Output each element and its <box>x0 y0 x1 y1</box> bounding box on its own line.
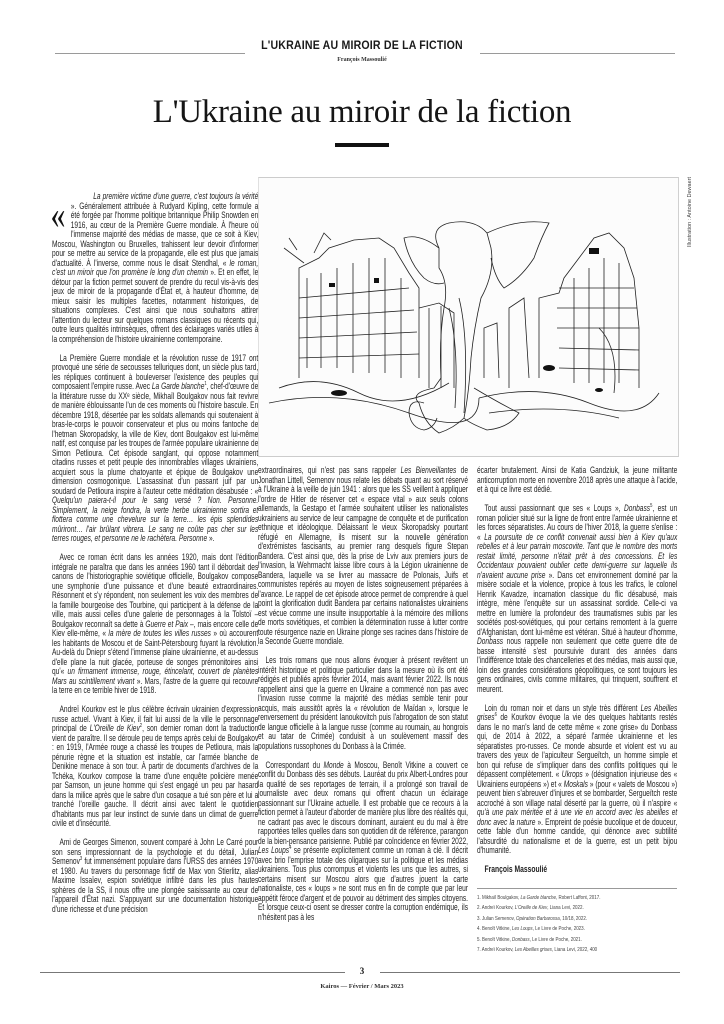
paragraph <box>477 704 677 856</box>
text-segment: 2. Andreï Kourkov, <box>477 905 515 912</box>
header-rule-right <box>480 53 675 54</box>
text-segment: écarter brutalement. Ainsi de Katia Gandziuk, la jeune militante anticorruption morte en novembre 2018 après une attaque à l'acide, et à qui ce livre est dédié. <box>477 465 678 494</box>
text-segment: ». Et en effet, le détour par la fiction permet souvent de prendre du recul vis-à-vis des jeux de miroir de la propagande d'État et, à hauteur d'homme, de mieux saisir les multiples facettes, notamment historiques, de situations complexes. C'est ainsi que nous souhaitons attirer l'attention du lecteur sur quelques romans classiques ou récents qui, outre leurs qualités intrinsèques, offrent des éclairages variés utiles à la compréhension de l'histoire ukrainienne contemporaine. <box>52 267 259 344</box>
running-title: L'UKRAINE AU MIROIR DE LA FICTION <box>261 40 463 52</box>
footnote <box>477 903 601 913</box>
text-segment: , Le Livre de Poche, 2023. <box>532 926 585 933</box>
text-segment: , Le Livre de Poche, 2021. <box>529 936 582 943</box>
footnote <box>477 893 601 903</box>
text-segment: Les trois romans que nous allons évoquer à présent revêtent un intérêt historique et politique particulier dans la mesure où ils ont été rédigés et publiés après février 2014, mais avant février 2022. Ils nous rappellent ainsi que la guerre en Ukraine a commencé non pas avec l'invasion russe comme la majorité des médias semble tenir pour acquis, mais aussitôt après la « révolution de Maïdan », lorsque le renversement du président Ianoukovitch puis l'abrogation de son statut de langue officielle à la langue russe (comme au roumain, au hongrois et au tatar de Crimée) conduisit à un soulèvement massif des populations russophones du Donbass à la Crimée. <box>258 655 468 751</box>
italic-text: Ukrops <box>561 769 583 779</box>
italic-text: Donbass <box>624 503 651 513</box>
text-segment: , est un roman policier situé sur la ligne de front entre l'armée ukrainienne et les forces séparatistes. Au cours de l'hiver 2018, la guerre s'enlise : « <box>477 503 678 542</box>
text-segment: , Liana Levi, 2022, 400 <box>551 947 598 954</box>
italic-text: Monde <box>323 759 344 770</box>
italic-text: Opération Barbarossa <box>515 915 560 922</box>
publication-info: Kairos — Février / Mars 2023 <box>320 983 404 990</box>
text-segment: , chef-d'œuvre de la littérature russe du XXᵉ siècle, Mikhaïl Boulgakov nous fait revivre de manière éblouissante l'un de ces moments où l'histoire bascule. En décembre 1918, désertée par les soldats allemands qui soutenaient à bras-le-corps le pouvoir conservateur et plus ou moins fantoche de l'hetman Skoropadsky, la ville de Kiev, dont Boulgakov est lui-même natif, est conquise par les troupes de l'armée populaire ukrainienne de Simon Petlioura. Cet épisode sanglant, qui oppose notamment citadins russes et petit peuple des innombrables villages ukrainiens, acquiert sous la plume chatoyante et épique de Boulgakov une dimension cosmogonique. L'assassinat d'un passant juif par un soudard de Petlioura inspire à l'auteur cette méditation désabusée : « <box>52 381 259 496</box>
paragraph <box>258 466 468 647</box>
paragraph <box>258 761 468 923</box>
italic-text: qu'à une paix méritée et à une vie en accord avec les abeilles et donc avec la nature <box>477 807 678 827</box>
text-segment: de Kourkov évoque la vie des quelques habitants restés dans le no man's land de cette même « zone grise» du Donbass qui, de 2014 à 2022, a séparé l'armée ukrainienne et les séparatistes pro-russes. Ce monde absurde et violent est vu au travers des yeux de l'apiculteur Sergueïtch, un homme simple et bon qui refuse de s'impliquer dans des conflits politiques qui le dépassent complètement. « <box>477 712 678 779</box>
italic-text: Guerre et Paix <box>145 618 189 629</box>
paragraph <box>52 192 258 344</box>
header-rule-left <box>55 53 245 54</box>
page-number: 3 <box>359 966 365 976</box>
italic-text: le roman, c'est un miroir que l'on promène le long d'un chemin <box>52 257 259 277</box>
italic-text: Les Bienveillantes <box>400 465 457 475</box>
text-segment: » où accourent les habitants de Moscou et de Saint-Pétersbourg fuyant la révolution. Au-delà du Dniepr s'étend l'immense plaine ukrainienne, et au-dessus d'elle plane la nuit glacée, porteuse de songes prémonitoires ainsi qu'« <box>52 628 259 676</box>
text-segment: » (pour « valets de Moscou ») peuvent bien s'abreuver d'injures et se bombarder, Sergueïtch reste accroché à son village natal déserté par la guerre, où il n'aspire « <box>477 778 678 808</box>
italic-text: Quelqu'un paiera-t-il pour le sang versé ? Non. Personne. Simplement, la neige fondra, la verte herbe ukrainienne sortira et flottera comme une chevelure sur la terre… les épis splendides mûriront… l'air brûlant vibrera. Le sang ne coûte pas cher sur les terres rouges, et personne ne le rachètera. Personne <box>52 495 259 543</box>
footnote-ref: 4 <box>289 845 292 851</box>
italic-text: L'Oreille de Kiev <box>514 905 548 912</box>
italic-text: Les Loups <box>512 926 533 933</box>
text-segment: fut immensément populaire dans l'URSS des années 1970 et 1980. Au travers du personnage fictif de Max von Stierlitz, alias Maxime Issaïev, espion soviétique infiltré dans les plus hautes sphères de la SS, il nous offre une plongée saisissante au cœur de l'appareil d'État nazi. S'appuyant sur une documentation historique d'une richesse et d'une précision <box>52 856 259 914</box>
article-column-right <box>477 466 677 884</box>
opening-quote-mark: « <box>50 192 66 237</box>
text-segment: Tout aussi passionnant que ses « Loups », <box>484 503 625 513</box>
text-segment: Ami de Georges Simenon, souvent comparé à John Le Carré pour son sens impressionnant de la psychologie et du détail, Julian Semenov <box>52 837 259 866</box>
italic-text: Moskals <box>563 778 588 789</box>
paragraph <box>52 553 258 696</box>
text-segment: Correspondant du <box>265 759 324 770</box>
text-segment: , Robert Laffont, 2017. <box>556 895 601 901</box>
text-segment: de Jonathan Littell, Semenov nous relate les débats quant au sort réservé à l'Ukraine à la veille de juin 1941 : alors que les SS veillent à appliquer l'ordre de Hitler de réserver cet « espace vital » aux seuls colons allemands, la Gestapo et l'armée souhaitent utiliser les nationalistes ukrainiens au service de leur campagne de conquête et de purification ethnique et idéologique. Délaissant le vieux Skoropadsky pourtant réfugié en Allemagne, ils misent sur la nouvelle génération d'extrémistes fascisants, au premier rang desquels figure Stepan Bandera. C'est ainsi que, dès la prise de Lviv aux premiers jours de l'invasion, la Wehrmacht laisse libre cours à la Légion ukrainienne de Bandera, laquelle va se livrer au massacre de Polonais, Juifs et communistes repérés au moyen de listes soigneusement préparées à l'avance. Le rappel de cet épisode atroce permet de comprendre à quel point la glorification dudit Bandera par certains nationalistes ukrainiens est vécue comme une insulte insupportable à la mémoire des millions de morts soviétiques, et combien la détermination russe à lutter contre toute résurgence nazie en Ukraine plonge ses racines dans l'histoire de la Seconde Guerre mondiale. <box>258 465 468 646</box>
text-segment: , Liana Levi, 2022. <box>547 905 584 912</box>
footnote <box>477 914 601 924</box>
footnotes-rule <box>477 888 677 889</box>
footnote-ref: 2 <box>139 723 143 729</box>
illustration-credit: Illustration : Antoine Dewaert <box>687 176 693 247</box>
text-segment: ». <box>207 533 215 543</box>
text-segment: ». Dans cet environnement dominé par la misère sociale et la violence, propice à tous les trafics, le colonel Henrik Kavadze, incarnation classique du flic désabusé, mais intègre, mène l'enquête sur un assassinat sordide. Celle-ci va mettre en lumière la profondeur des traumatismes subis par les sociétés post-soviétiques, qui pour certains remontent à la guerre d'Afghanistan, dont lui-même est vétéran. Situé à hauteur d'homme, <box>477 569 678 637</box>
italic-text: La première victime d'une guerre, c'est toujours la vérité <box>93 191 259 201</box>
text-segment: 7. Andreï Kourkov, <box>477 947 515 954</box>
text-segment: 1. Mikhaïl Boulgakov, <box>477 895 521 901</box>
italic-text: La Garde blanche <box>151 381 205 391</box>
text-segment: ». Mars, l'astre de la guerre qui recouvre la terre en ce terrible hiver de 1918. <box>52 675 259 695</box>
text-segment: 3. Julian Semenov, <box>477 915 516 922</box>
text-segment: se présente explicitement comme un roman à clé. Il décrit avec brio l'emprise totale des oligarques sur la politique et les médias ukrainiens. Tous plus corrompus et violents les uns que les autres, si certains misent sur Moscou alors que d'autres jouent la carte nationaliste, ces « loups » ne sont mus en fin de compte que par leur appétit féroce d'argent et de pouvoir au détriment des simples citoyens. Et lorsque ceux-ci osent se dresser contre la corruption endémique, ils n'hésitent pas à les <box>258 845 468 922</box>
footnote-ref: 6 <box>494 712 497 718</box>
paragraph <box>477 466 677 495</box>
text-segment: extraordinaires, qui n'est pas sans rappeler <box>258 465 401 475</box>
footer-rule-right <box>380 972 680 973</box>
text-segment: nous rappelle non seulement que cette guerre dite de basse intensité s'est poursuivie durant des années dans l'indifférence totale des chancelleries et des médias, mais aussi que, loin des grandes considérations géopolitiques, ce sont toujours les gens ordinaires, civils comme militaires, qui trinquent, souffrent et meurent. <box>477 636 678 694</box>
text-segment: , son dernier roman dont la traduction vient de paraître. Il se déroule peu de temps après celui de Boulgakov : en 1919, l'Armée rouge a chassé les troupes de Petlioura, mais la pénurie règne et la situation est instable, car l'armée blanche de Denikine menace à son tour. À partir de documents d'archives de la Tchéka, Kourkov compose la trame d'une enquête policière menée par Samson, un jeune homme qui s'est engagé un peu par hasard dans la milice après que le sabre d'un cosaque a tué son père et lui a tranché l'oreille gauche. Il décrit ainsi avec talent le quotidien d'habitants mus par leur instinct de survie dans un climat de guerre civile et d'insécurité. <box>52 723 259 828</box>
footnote-ref: 1 <box>204 381 207 387</box>
footnotes <box>477 893 601 955</box>
running-author: François Massoulié <box>337 57 387 63</box>
text-segment: –, mais encore celle de Kiev elle-même, « <box>52 618 259 638</box>
author-signature: François Massoulié <box>484 864 548 874</box>
paragraph <box>52 838 258 914</box>
paragraph <box>52 705 258 829</box>
footnote <box>477 945 601 955</box>
paragraph <box>477 504 677 694</box>
ruined-city-winged-statue-drawing <box>259 178 678 456</box>
paragraph <box>258 656 468 751</box>
text-segment: ». Généralement attribuée à Rudyard Kipling, cette formule a été forgée par l'homme politique britannique Philip Snowden en 1916, au cœur de la Première Guerre mondiale. À l'heure où l'immense majorité des médias de masse, que ce soit à Kiev, Moscou, Washington ou Bruxelles, trahissent leur devoir d'informer pour se mettre au service de la propagande, elle est plus que jamais d'actualité. À l'inverse, comme nous le disait Stendhal, « <box>52 200 259 268</box>
footnote <box>477 935 601 945</box>
italic-text: L'Oreille de Kiev <box>89 723 140 733</box>
text-segment: » (désignation injurieuse des « Ukrainiens européens ») et « <box>477 769 678 789</box>
italic-text: La Garde blanche <box>520 895 557 901</box>
footer-rule-left <box>40 972 345 973</box>
text-segment: Loin du roman noir et dans un style très différent <box>484 702 641 713</box>
article-title: L'Ukraine au miroir de la fiction <box>152 94 572 130</box>
footnote-ref: 3 <box>79 856 83 862</box>
italic-text: la mère de toutes les villes russes <box>108 628 211 638</box>
text-segment: ». Empreint de poésie bucolique et de douceur, cette fable d'un homme candide, qui dénonce avec subtilité l'absurdité du nationalisme et de la guerre, est un petit bijou d'humanité. <box>477 816 678 855</box>
italic-text: Les Abeilles grises <box>477 702 678 722</box>
text-segment: à Moscou, Benoît Vitkine a couvert ce conflit du Donbass dès ses débuts. Lauréat du prix Albert-Londres pour la qualité de ses reportages de terrain, il a prolongé son travail de journaliste avec deux romans qui offrent chacun un éclairage passionnant sur l'Ukraine actuelle. Il est probable que ce recours à la fiction permet à l'auteur d'aborder de manière plus libre des réalités qui, ne cadrant pas avec le discours dominant, auraient eu du mal à être rapportées telles quelles dans son quotidien dit de référence, parangon de la bien-pensance parisienne. Publié par coïncidence en février 2022, <box>258 759 468 846</box>
paragraph <box>52 354 258 544</box>
footnote <box>477 924 601 934</box>
italic-text: Les Abeilles grises <box>514 947 552 954</box>
title-rule <box>335 143 389 147</box>
text-segment: Andreï Kourkov est le plus célèbre écrivain ukrainien d'expression russe actuel. Vivant à Kiev, il fait lui aussi de la ville le personnage principal de <box>52 704 259 733</box>
text-segment: La Première Guerre mondiale et la révolution russe de 1917 ont provoqué une série de secousses telluriques dont, un siècle plus tard, les répliques continuent à bouleverser l'existence des peuples qui composaient l'empire russe. Avec <box>52 352 259 391</box>
article-column-left <box>52 192 258 924</box>
italic-text: Donbass <box>512 936 530 943</box>
italic-text: Les Loups <box>258 845 290 855</box>
italic-text: Donbass <box>477 636 504 646</box>
text-segment: 5. Benoît Vitkine, <box>477 936 512 943</box>
text-segment: 4. Benoît Vitkine, <box>477 926 512 933</box>
italic-text: un firmament immense, rouge, étincelant, couvert de planètes Mars au scintillement vivant <box>52 666 259 686</box>
text-segment: , 10/18, 2022. <box>559 915 588 922</box>
article-column-middle <box>258 466 468 932</box>
illustration <box>258 177 679 457</box>
italic-text: La poursuite de ce conflit convenait aussi bien à Kiev qu'aux rebelles et à leur parrain moscovite. Tant que le nombre des morts restait limité, personne n'était prêt à des concessions. Et les Occidentaux pouvaient oublier cette demi-guerre sur laquelle ils n'avaient aucune prise <box>477 531 678 580</box>
footnote-ref: 5 <box>650 503 653 509</box>
text-segment: Avec ce roman écrit dans les années 1920, mais dont l'édition intégrale ne paraîtra que dans les années 1960 tant il débordait des canons de l'historiographie soviétique officielle, Boulgakov compose une symphonie d'une puissance et d'une beauté extraordinaires. Résonnent et s'y répondent, non seulement les voix des membres de la famille bourgeoise des Tourbine, qui participent à la défense de la ville, mais aussi celles d'une galerie de personnages à la Tolstoï – Boulgakov reconnaît sa dette à <box>52 552 259 629</box>
